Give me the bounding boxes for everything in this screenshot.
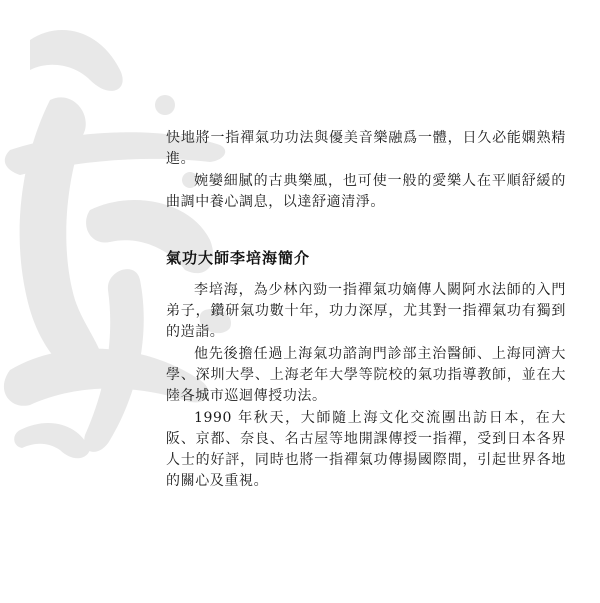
text-content [166,128,566,492]
biography-paragraph-2: 他先後擔任過上海氣功諮詢門診部主治醫師、上海同濟大學、深圳大學、上海老年大學等院校的氣功指導教師，並在大陸各城市巡迴傳授功法。 [166,346,566,404]
intro-paragraph-1: 快地將一指禪氣功功法與優美音樂融爲一體，日久必能嫻熟精進。 [166,130,566,167]
intro-paragraph-2: 婉孌細膩的古典樂風，也可使一般的愛樂人在平順舒緩的曲調中養心調息，以達舒適清淨。 [166,173,566,210]
biography-paragraph-3: 1990 年秋天，大師隨上海文化交流團出訪日本，在大阪、京都、奈良、名古屋等地開課傳授一指禪，受到日本各界人士的好評，同時也將一指禪氣功傳揚國際間，引起世界各地的關心及重視。 [166,410,566,489]
biography-paragraph-1: 李培海，為少林內勁一指禪氣功嫡傳人闕阿水法師的入門弟子，鑽研氣功數十年，功力深厚，尤其對一指禪氣功有獨到的造詣。 [166,282,566,340]
section-heading: 氣功大師李培海簡介 [166,249,311,267]
